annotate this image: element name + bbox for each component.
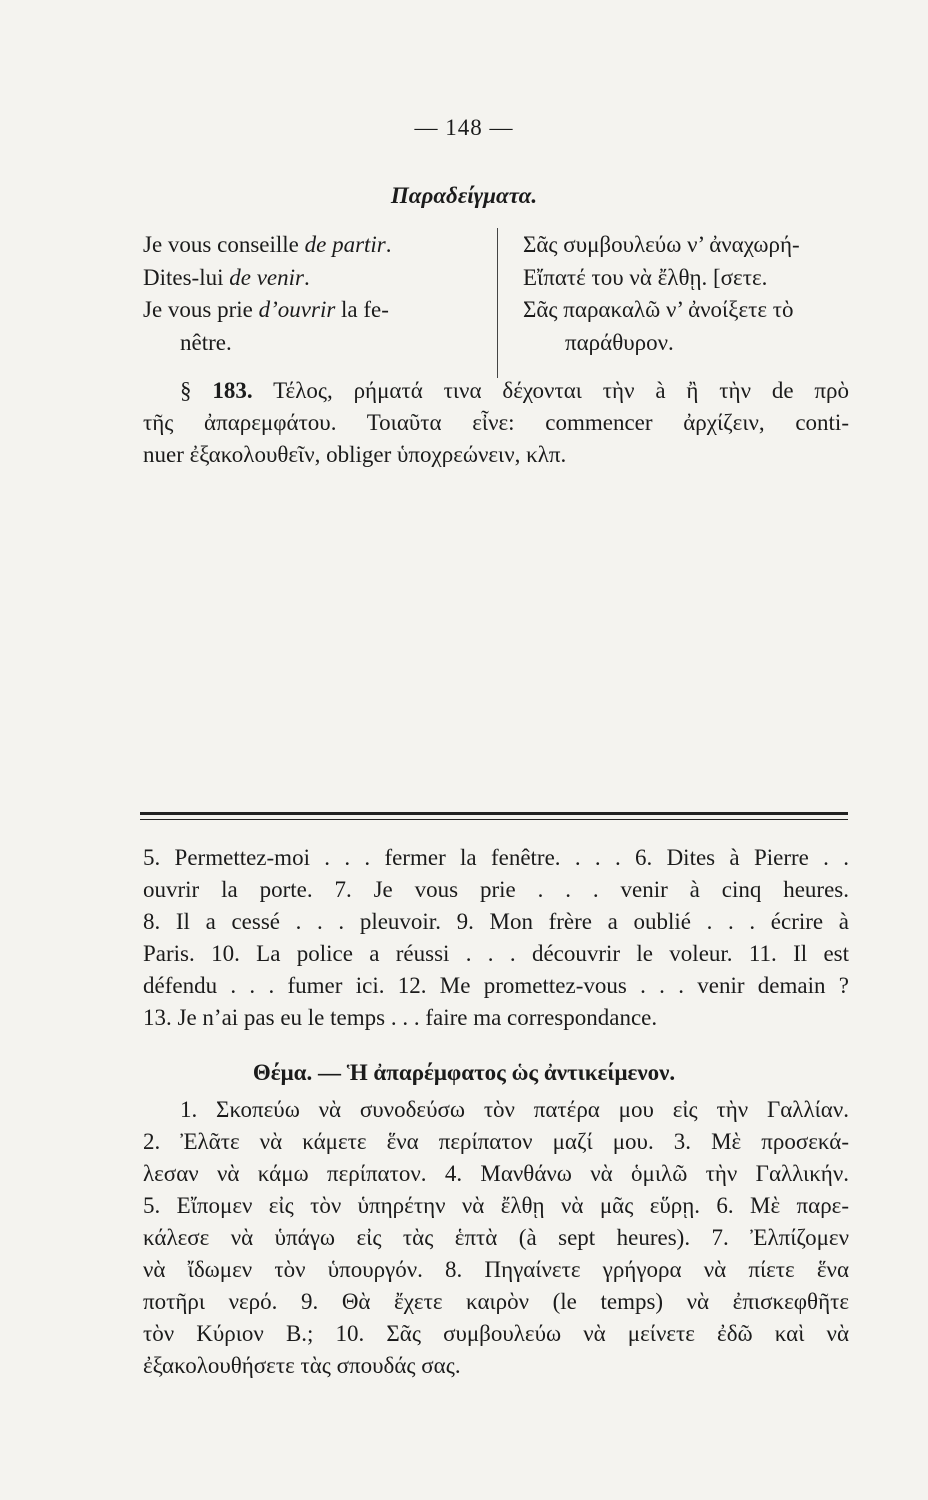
- exercise-line: ouvrir la porte. 7. Je vous prie . . . venir à cinq heures.: [143, 877, 849, 902]
- greek-example-line: παράθυρον.: [565, 330, 674, 355]
- divider-rule-thin: [140, 819, 848, 820]
- exercise-line: 5. Εἴπομεν εἰς τὸν ὑπηρέτην νὰ ἔλθῃ νὰ μᾶς εὕρῃ. 6. Μὲ παρε-: [143, 1193, 849, 1218]
- exercise-line: λεσαν νὰ κάμω περίπατον. 4. Μανθάνω νὰ ὁμιλῶ τὴν Γαλλικήν.: [143, 1161, 849, 1186]
- column-divider: [497, 228, 498, 378]
- exercise-line: κάλεσε νὰ ὑπάγω εἰς τὰς ἑπτὰ (à sept heures). 7. Ἐλπίζομεν: [143, 1225, 849, 1250]
- greek-example-line: Εἴπατέ του νὰ ἔλθῃ. [σετε.: [523, 265, 768, 290]
- paragraph-line: τῆς ἀπαρεμφάτου. Τοιαῦτα εἶνε: commencer ἀρχίζειν, conti-: [143, 410, 849, 435]
- paragraph-183: [143, 375, 849, 471]
- greek-exercise: [143, 1094, 849, 1382]
- greek-example-line: Σᾶς παρακαλῶ ν’ ἀνοίξετε τὸ: [523, 297, 794, 322]
- french-exercise: [143, 842, 849, 1034]
- section-symbol: §: [180, 378, 192, 403]
- section-title: Παραδείγματα.: [390, 183, 538, 208]
- exercise-line: 13. Je n’ai pas eu le temps . . . faire ma correspondance.: [143, 1005, 658, 1030]
- exercise-line: Paris. 10. La police a réussi . . . découvrir le voleur. 11. Il est: [143, 941, 849, 966]
- french-example-line: Je vous prie d’ouvrir la fe-: [143, 297, 389, 322]
- exercise-line: νὰ ἴδωμεν τὸν ὑπουργόν. 8. Πηγαίνετε γρήγορα νὰ πίετε ἕνα: [143, 1257, 849, 1282]
- exercise-line: 8. Il a cessé . . . pleuvoir. 9. Mon frère a oublié . . . écrire à: [143, 909, 849, 934]
- page-number: — 148 —: [414, 115, 514, 140]
- exercise-line: 2. Ἐλᾶτε νὰ κάμετε ἕνα περίπατον μαζί μου. 3. Μὲ προσεκά-: [143, 1129, 849, 1154]
- french-example-line: nêtre.: [180, 330, 232, 355]
- paragraph-number: 183.: [212, 378, 253, 403]
- exercise-line: τὸν Κύριον Β.; 10. Σᾶς συμβουλεύω νὰ μείνετε ἐδῶ καὶ νὰ: [143, 1321, 849, 1346]
- divider-rule: [140, 812, 848, 815]
- french-example-line: Dites-lui de venir.: [143, 265, 310, 290]
- paragraph-line: § 183. Τέλος, ρήματά τινα δέχονται τὴν à ἢ τὴν de πρὸ: [180, 378, 850, 403]
- exercise-line: 5. Permettez-moi . . . fermer la fenêtre. . . . 6. Dites à Pierre . .: [143, 845, 849, 870]
- french-example-line: Je vous conseille de partir.: [143, 232, 392, 257]
- paragraph-line: nuer ἐξακολουθεῖν, obliger ὑποχρεώνειν, κλπ.: [143, 442, 567, 467]
- exercise-line: 1. Σκοπεύω νὰ συνοδεύσω τὸν πατέρα μου εἰς τὴν Γαλλίαν.: [180, 1097, 849, 1122]
- exercise-line: ἐξακολουθήσετε τὰς σπουδάς σας.: [143, 1353, 461, 1378]
- thema-heading: Θέμα. — Ἡ ἀπαρέμφατος ὡς ἀντικείμενον.: [252, 1060, 676, 1085]
- greek-example-line: Σᾶς συμβουλεύω ν’ ἀναχωρή-: [523, 232, 800, 257]
- exercise-line: défendu . . . fumer ici. 12. Me promettez-vous . . . venir demain ?: [143, 973, 849, 998]
- exercise-line: ποτῆρι νερό. 9. Θὰ ἔχετε καιρὸν (le temps) νὰ ἐπισκεφθῆτε: [143, 1289, 849, 1314]
